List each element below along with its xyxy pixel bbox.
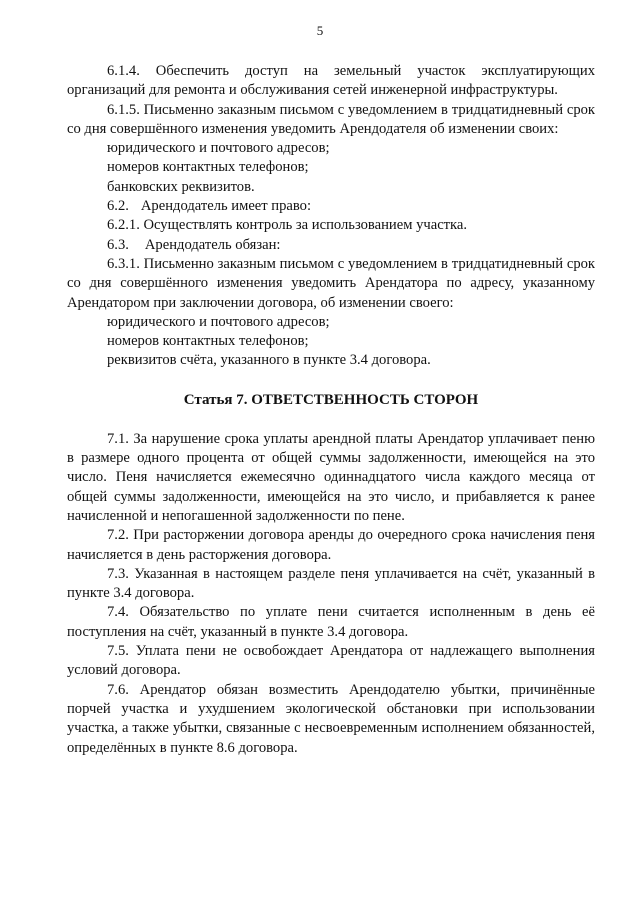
clause-7-2: 7.2. При расторжении договора аренды до очередного срока начисления пеня начисляется в день расторжения договора.	[67, 527, 595, 563]
clause-7-5: 7.5. Уплата пени не освобождает Арендатора от надлежащего выполнения условий договора.	[67, 643, 595, 679]
clause-6-3-1: 6.3.1. Письменно заказным письмом с уведомлением в тридцатидневный срок со дня совершённого изменения уведомить Арендатора по адресу, указанному Арендатором при заключении договора, об изменении своего:	[67, 255, 595, 311]
clause-7-1: 7.1. За нарушение срока уплаты арендной платы Арендатор уплачивает пеню в размере одного процента от общей суммы задолженности, имеющейся на это число. Пеня начисляется ежемесячно одиннадцатого числа каждого месяца от общей суммы задолженности, имеющейся на это число, и прибавляется к ранее начисленной и непогашенной задолженности по пене.	[67, 430, 595, 524]
clause-6-1-4: 6.1.4. Обеспечить доступ на земельный участок эксплуатирующих организаций для ремонта и обслуживания сетей инженерной инфраструктуры.	[67, 63, 595, 99]
clause-6-2-text: Арендодатель имеет право:	[140, 198, 312, 215]
article-7-heading: Статья 7. ОТВЕТСТВЕННОСТЬ СТОРОН	[183, 391, 479, 408]
clause-6-3-text: Арендодатель обязан:	[144, 236, 281, 253]
clause-6-3-number: 6.3.	[107, 236, 129, 253]
clause-7-4: 7.4. Обязательство по уплате пени считается исполненным в день её поступления на счёт, указанный в пункте 3.4 договора.	[67, 604, 595, 640]
clause-6-3	[67, 236, 595, 255]
clause-6-2-1: 6.2.1. Осуществлять контроль за использованием участка.	[107, 217, 468, 234]
list-item: номеров контактных телефонов;	[107, 159, 309, 176]
list-item: номеров контактных телефонов;	[107, 333, 309, 350]
page-number: 5	[316, 23, 324, 38]
list-item: юридического и почтового адресов;	[107, 313, 330, 330]
clause-7-3: 7.3. Указанная в настоящем разделе пеня уплачивается на счёт, указанный в пункте 3.4 договора.	[67, 565, 595, 602]
clause-7-6: 7.6. Арендатор обязан возместить Арендодателю убытки, причинённые порчей участка и ухудшением экологической обстановки при использовании участка, а также убытки, связанные с несвоевременным исполнением обязанностей, определённых в пункте 8.6 договора.	[67, 681, 595, 756]
list-item: реквизитов счёта, указанного в пункте 3.4 договора.	[107, 352, 431, 369]
list-item: банковских реквизитов.	[107, 178, 255, 195]
list-item: юридического и почтового адресов;	[107, 140, 330, 157]
document-body	[67, 62, 595, 758]
clause-6-2-number: 6.2.	[107, 198, 129, 215]
clause-6-1-5: 6.1.5. Письменно заказным письмом с уведомлением в тридцатидневный срок со дня совершённого изменения уведомить Арендодателя об изменении своих:	[67, 101, 595, 137]
clause-6-2	[67, 197, 595, 216]
